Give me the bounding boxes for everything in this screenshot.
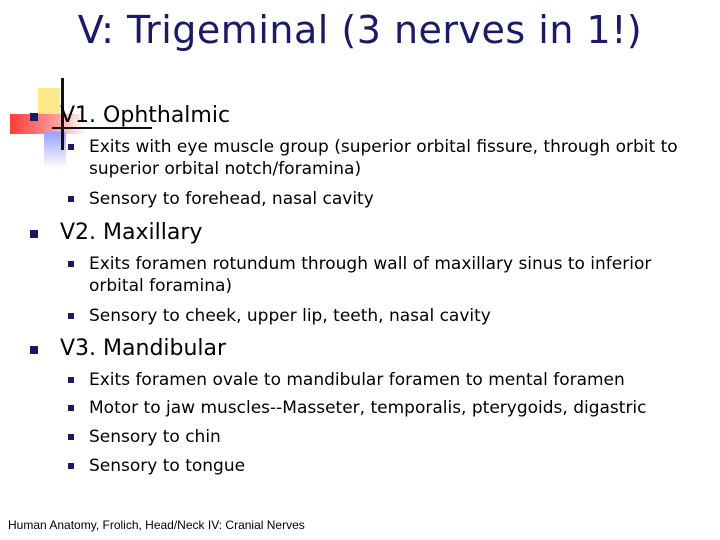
- bullet-square-icon: [30, 346, 38, 354]
- bullet-square-icon: [68, 463, 74, 469]
- section-heading-v1: [60, 103, 230, 129]
- list-item: [89, 369, 709, 391]
- section-heading-text: V1. Ophthalmic: [60, 103, 231, 128]
- bullet-square-icon: [68, 313, 74, 319]
- bullet-square-icon: [68, 405, 74, 411]
- bullet-square-icon: [68, 377, 74, 383]
- list-item: [89, 426, 709, 448]
- bullet-square-icon: [68, 434, 74, 440]
- bullet-square-icon: [68, 196, 74, 202]
- list-item-text: Sensory to chin: [89, 427, 221, 447]
- list-item-text: Exits foramen rotundum through wall of maxillary sinus to inferior orbital foramina): [89, 254, 652, 296]
- list-item-text: Sensory to cheek, upper lip, teeth, nasal cavity: [89, 306, 491, 326]
- slide-footer: Human Anatomy, Frolich, Head/Neck IV: Cranial Nerves: [8, 518, 305, 532]
- list-item-text: Exits foramen ovale to mandibular foramen to mental foramen: [89, 370, 625, 390]
- list-item-text: Exits with eye muscle group (superior orbital fissure, through orbit to superior orbital notch/foramina): [89, 137, 678, 179]
- list-item: [89, 253, 709, 297]
- section-heading-v2: [60, 220, 202, 246]
- list-item: [89, 305, 709, 327]
- list-item: [89, 397, 709, 419]
- bullet-square-icon: [68, 261, 74, 267]
- bullet-square-icon: [68, 144, 74, 150]
- list-item: [89, 455, 709, 477]
- list-item-text: Sensory to tongue: [89, 456, 246, 476]
- list-item-text: Motor to jaw muscles--Masseter, temporalis, pterygoids, digastric: [89, 398, 647, 418]
- section-heading-text: V3. Mandibular: [60, 336, 227, 361]
- slide-title: V: Trigeminal (3 nerves in 1!): [77, 8, 643, 52]
- section-heading-v3: [60, 336, 226, 362]
- list-item-text: Sensory to forehead, nasal cavity: [89, 189, 374, 209]
- bullet-square-icon: [30, 230, 38, 238]
- section-heading-text: V2. Maxillary: [60, 220, 203, 245]
- bullet-square-icon: [30, 113, 38, 121]
- list-item: [89, 136, 709, 180]
- list-item: [89, 188, 709, 210]
